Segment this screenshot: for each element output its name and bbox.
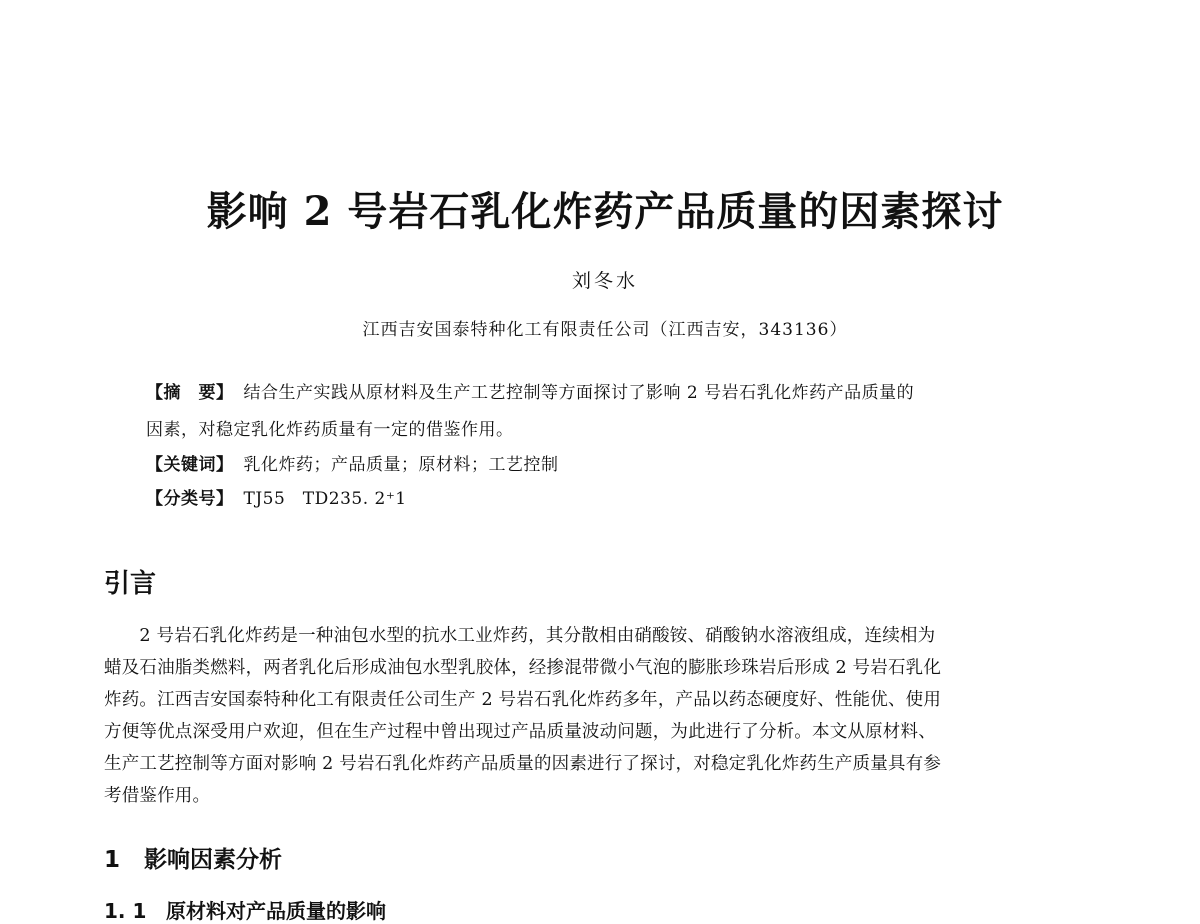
intro-paragraph-line: 生产工艺控制等方面对影响 2 号岩石乳化炸药产品质量的因素进行了探讨，对稳定乳化炸药生产质量具有参 (104, 754, 942, 774)
abstract-line-1 (146, 381, 914, 405)
section-1-1-heading (104, 898, 386, 924)
keywords-text: 乳化炸药；产品质量；原材料；工艺控制 (243, 455, 559, 475)
classification-line (146, 487, 1086, 511)
author-name: 刘冬水 (571, 270, 638, 292)
intro-paragraph-line: 蜡及石油脂类燃料，两者乳化后形成油包水型乳胶体，经掺混带微小气泡的膨胀珍珠岩后形成 2 号岩石乳化 (104, 658, 942, 678)
keywords-line (146, 453, 1086, 477)
paper-title: 影响 2 号岩石乳化炸药产品质量的因素探讨 (206, 188, 1004, 235)
classification-label: 【分类号】 (146, 489, 234, 509)
intro-paragraph-line: 2 号岩石乳化炸药是一种油包水型的抗水工业炸药，其分散相由硝酸铵、硝酸钠水溶液组成，连续相为 (104, 626, 936, 646)
section-1-number: 1 (104, 847, 121, 873)
abstract-text-2: 因素，对稳定乳化炸药质量有一定的借鉴作用。 (146, 420, 514, 440)
keywords-label: 【关键词】 (146, 455, 234, 475)
abstract-line-2 (146, 418, 514, 442)
abstract-label: 【摘 要】 (146, 383, 234, 403)
classification-text: TJ55 TD235. 2⁺1 (243, 489, 407, 509)
section-1-title: 影响因素分析 (144, 847, 282, 873)
intro-paragraph-line: 考借鉴作用。 (104, 786, 211, 806)
section-1-1-number: 1. 1 (104, 899, 147, 923)
intro-paragraph-line: 炸药。江西吉安国泰特种化工有限责任公司生产 2 号岩石乳化炸药多年，产品以药态硬度好、性能优、使用 (104, 690, 942, 710)
author-affiliation: 江西吉安国泰特种化工有限责任公司（江西吉安，343136） (362, 320, 848, 340)
section-1-1-title: 原材料对产品质量的影响 (166, 899, 386, 923)
abstract-text-1: 结合生产实践从原材料及生产工艺控制等方面探讨了影响 2 号岩石乳化炸药产品质量的 (243, 383, 915, 403)
section-1-heading (104, 845, 282, 875)
intro-paragraph-line: 方便等优点深受用户欢迎，但在生产过程中曾出现过产品质量波动问题，为此进行了分析。本文从原材料、 (104, 722, 936, 742)
intro-heading: 引言 (104, 569, 157, 599)
